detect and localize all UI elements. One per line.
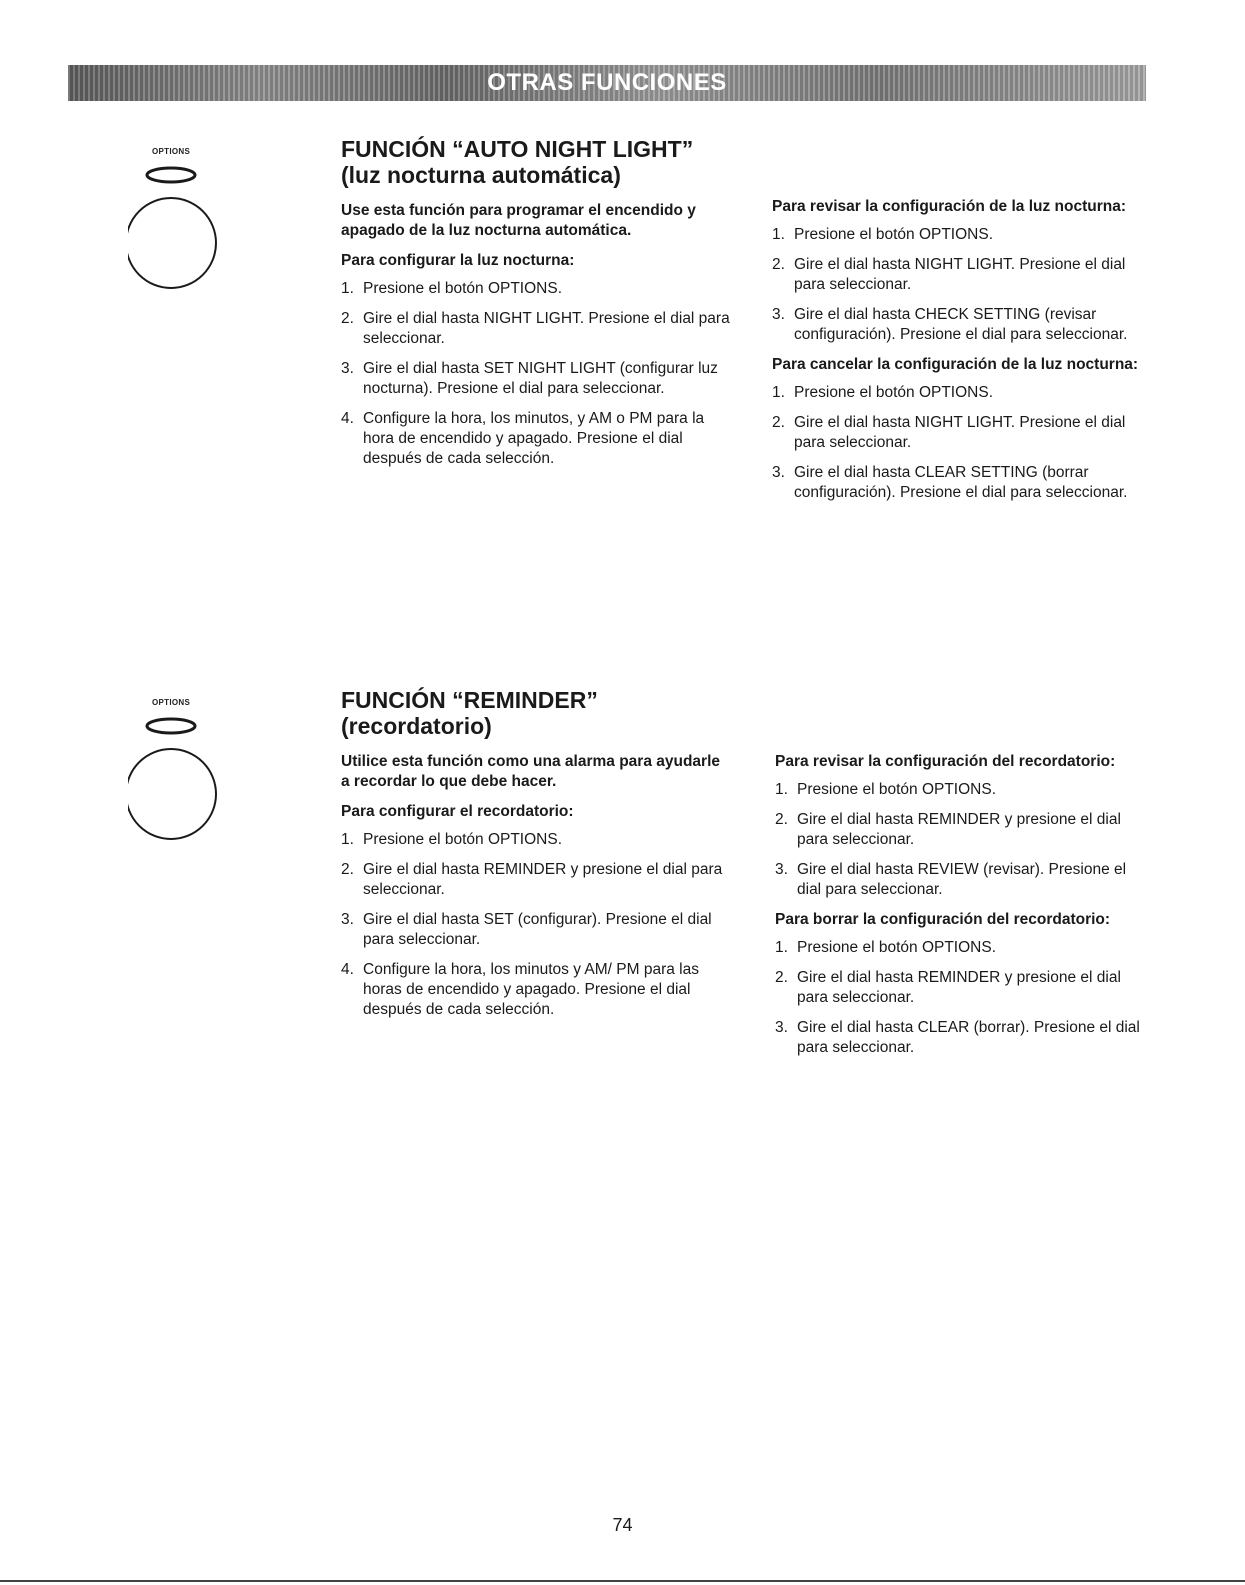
subheading: Para revisar la configuración del recordatorio:: [775, 753, 1116, 770]
section-title-line2: (recordatorio): [341, 713, 492, 739]
step-item: 2. Gire el dial hasta NIGHT LIGHT. Presione el dial para seleccionar.: [772, 414, 1126, 451]
steps-list: [772, 225, 1142, 345]
step-item: 3. Gire el dial hasta REVIEW (revisar). Presione el dial para seleccionar.: [775, 861, 1127, 898]
step-item: 2. Gire el dial hasta NIGHT LIGHT. Presione el dial para seleccionar.: [341, 310, 730, 347]
section-title: [341, 687, 598, 739]
step-item: 1. Presione el botón OPTIONS.: [341, 831, 563, 848]
step-item: 3. Gire el dial hasta CLEAR (borrar). Presione el dial para seleccionar.: [775, 1019, 1140, 1056]
section-title-line1: FUNCIÓN “REMINDER”: [341, 687, 598, 713]
step-item: 2. Gire el dial hasta REMINDER y presione el dial para seleccionar.: [341, 861, 723, 898]
step-item: 2. Gire el dial hasta REMINDER y presione el dial para seleccionar.: [775, 969, 1121, 1006]
options-button-dial-icon: [128, 147, 248, 297]
steps-list: [775, 780, 1145, 900]
section-header-band: [68, 65, 1146, 101]
options-icon-label: OPTIONS: [152, 147, 191, 156]
step-item: 3. Gire el dial hasta SET NIGHT LIGHT (configurar luz nocturna). Presione el dial para seleccionar.: [341, 360, 718, 397]
options-dial-icon: [128, 698, 248, 848]
right-column: [775, 752, 1145, 1068]
step-item: 4. Configure la hora, los minutos, y AM o PM para la hora de encendido y apagado. Presione el dial después de cada selección.: [341, 410, 705, 467]
step-item: 3. Gire el dial hasta CLEAR SETTING (borrar configuración). Presione el dial para seleccionar.: [772, 464, 1128, 501]
right-column: [772, 197, 1142, 513]
steps-list: [775, 938, 1145, 1058]
subheading: Para configurar el recordatorio:: [341, 803, 574, 820]
step-item: 1. Presione el botón OPTIONS.: [772, 384, 994, 401]
step-item: 1. Presione el botón OPTIONS.: [775, 939, 997, 956]
options-icon-label: OPTIONS: [152, 698, 191, 707]
section-title: [341, 136, 693, 188]
bottom-rule: [0, 1580, 1245, 1582]
options-button-dial-icon: [128, 698, 248, 848]
subheading: Para borrar la configuración del recordatorio:: [775, 911, 1111, 928]
step-item: 3. Gire el dial hasta SET (configurar). Presione el dial para seleccionar.: [341, 911, 712, 948]
left-column: [341, 752, 731, 1030]
step-item: 1. Presione el botón OPTIONS.: [772, 226, 994, 243]
subheading: Para configurar la luz nocturna:: [341, 252, 575, 269]
step-item: 1. Presione el botón OPTIONS.: [775, 781, 997, 798]
subheading: Para cancelar la configuración de la luz nocturna:: [772, 356, 1139, 373]
step-item: 3. Gire el dial hasta CHECK SETTING (revisar configuración). Presione el dial para seleccionar.: [772, 306, 1128, 343]
section-intro: Use esta función para programar el encendido y apagado de la luz nocturna automática.: [341, 202, 696, 239]
section-title-line1: FUNCIÓN “AUTO NIGHT LIGHT”: [341, 136, 694, 162]
left-column: [341, 201, 731, 479]
options-dial-icon: [128, 147, 248, 297]
step-item: 2. Gire el dial hasta REMINDER y presione el dial para seleccionar.: [775, 811, 1121, 848]
steps-list: [341, 279, 731, 469]
step-item: 1. Presione el botón OPTIONS.: [341, 280, 563, 297]
section-title-line2: (luz nocturna automática): [341, 162, 621, 188]
steps-list: [772, 383, 1142, 503]
step-item: 2. Gire el dial hasta NIGHT LIGHT. Presione el dial para seleccionar.: [772, 256, 1126, 293]
steps-list: [341, 830, 731, 1020]
subheading: Para revisar la configuración de la luz nocturna:: [772, 198, 1127, 215]
section-header-title: OTRAS FUNCIONES: [487, 69, 727, 96]
page-number: 74: [612, 1515, 633, 1535]
step-item: 4. Configure la hora, los minutos y AM/ PM para las horas de encendido y apagado. Presione el dial después de cada selección.: [341, 961, 699, 1018]
section-intro: Utilice esta función como una alarma para ayudarle a recordar lo que debe hacer.: [341, 753, 721, 790]
